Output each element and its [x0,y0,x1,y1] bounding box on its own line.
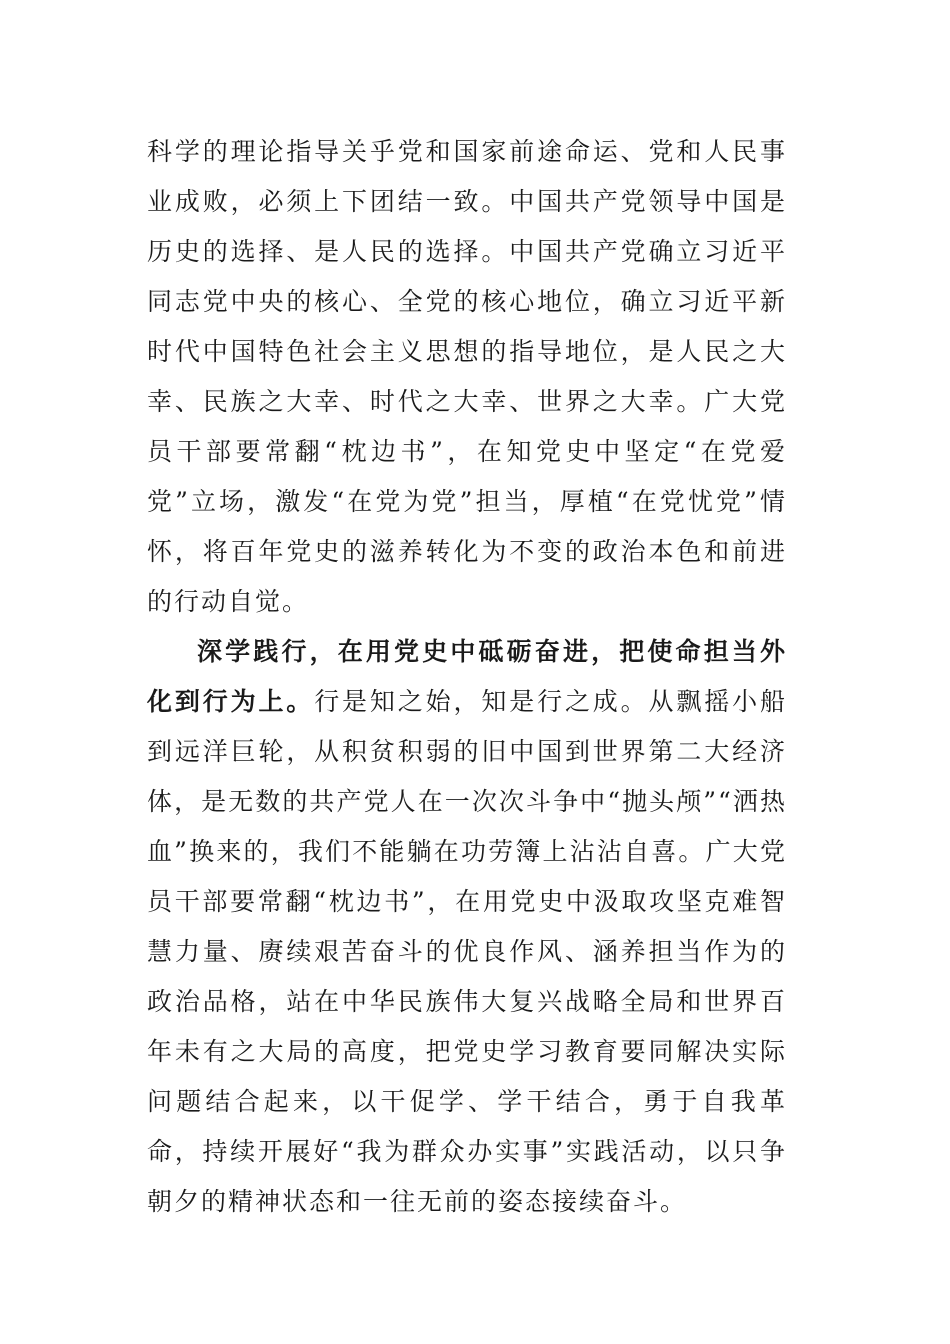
paragraph-2-text: 行是知之始，知是行之成。从飘摇小船到远洋巨轮，从积贫积弱的旧中国到世界第二大经济体，是无数的共产党人在一次次斗争中“抛头颅”“洒热血”换来的，我们不能躺在功劳簿上沾沾自喜。广大党员干部要常翻“枕边书”，在用党史中汲取攻坚克难智慧力量、赓续艰苦奋斗的优良作风、涵养担当作为的政治品格，站在中华民族伟大复兴战略全局和世界百年未有之大局的高度，把党史学习教育要同解决实际问题结合起来，以干促学、学干结合，勇于自我革命，持续开展好“我为群众办实事”实践活动，以只争朝夕的精神状态和一往无前的姿态接续奋斗。 [147,687,787,1216]
paragraph-1 [147,127,787,627]
document-body [147,127,787,1227]
paragraph-1-text: 科学的理论指导关乎党和国家前途命运、党和人民事业成败，必须上下团结一致。中国共产党领导中国是历史的选择、是人民的选择。中国共产党确立习近平同志党中央的核心、全党的核心地位，确立习近平新时代中国特色社会主义思想的指导地位，是人民之大幸、民族之大幸、时代之大幸、世界之大幸。广大党员干部要常翻“枕边书”，在知党史中坚定“在党爱党”立场，激发“在党为党”担当，厚植“在党忧党”情怀，将百年党史的滋养转化为不变的政治本色和前进的行动自觉。 [147,137,787,616]
paragraph-2 [147,627,787,1227]
paragraph-2-lead: 深学践行，在用党史中砥砺奋进，把使命担当外化到行为上。 [147,637,787,716]
